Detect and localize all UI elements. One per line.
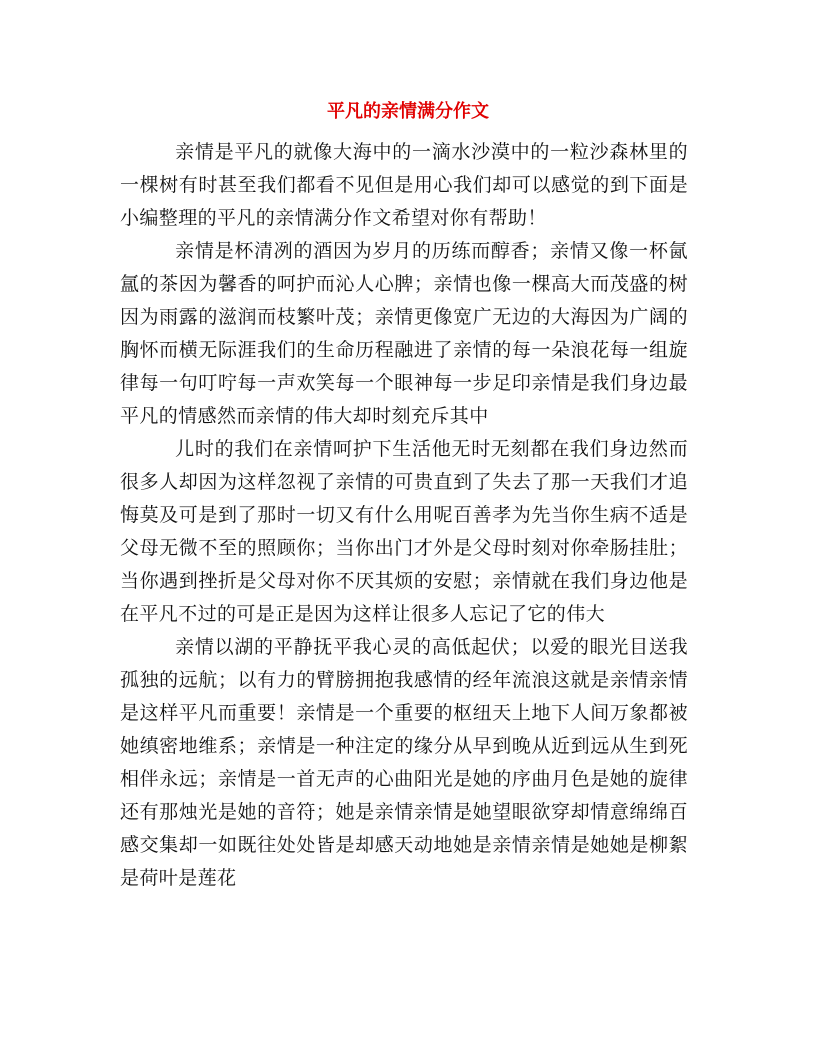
paragraph-4: 亲情以湖的平静抚平我心灵的高低起伏；以爱的眼光目送我孤独的远航；以有力的臂膀拥抱我感情的经年流浪这就是亲情亲情是这样平凡而重要！亲情是一个重要的枢纽天上地下人间万象都被她缜密地维系；亲情是一种注定的缘分从早到晚从近到远从生到死相伴永远；亲情是一首无声的心曲阳光是她的序曲月色是她的旋律还有那烛光是她的音符；她是亲情亲情是她望眼欲穿却情意绵绵百感交集却一如既往处处皆是却感天动地她是亲情亲情是她她是柳絮是荷叶是莲花: [120, 636, 688, 889]
document-title: 平凡的亲情满分作文: [327, 101, 489, 122]
paragraph-2: 亲情是杯清冽的酒因为岁月的历练而醇香；亲情又像一杯氤氲的茶因为馨香的呵护而沁人心脾；亲情也像一棵高大而茂盛的树因为雨露的滋润而枝繁叶茂；亲情更像宽广无边的大海因为广阔的胸怀而横无际涯我们的生命历程融进了亲情的每一朵浪花每一组旋律每一句叮咛每一声欢笑每一个眼神每一步足印亲情是我们身边最平凡的情感然而亲情的伟大却时刻充斥其中: [120, 240, 688, 427]
paragraph-3: 儿时的我们在亲情呵护下生活他无时无刻都在我们身边然而很多人却因为这样忽视了亲情的可贵直到了失去了那一天我们才追悔莫及可是到了那时一切又有什么用呢百善孝为先当你生病不适是父母无微不至的照顾你；当你出门才外是父母时刻对你牵肠挂肚；当你遇到挫折是父母对你不厌其烦的安慰；亲情就在我们身边他是在平凡不过的可是正是因为这样让很多人忘记了它的伟大: [120, 438, 688, 625]
paragraph-1: 亲情是平凡的就像大海中的一滴水沙漠中的一粒沙森林里的一棵树有时甚至我们都看不见但是用心我们却可以感觉的到下面是小编整理的平凡的亲情满分作文希望对你有帮助！: [120, 141, 688, 229]
document-body: [120, 136, 688, 895]
